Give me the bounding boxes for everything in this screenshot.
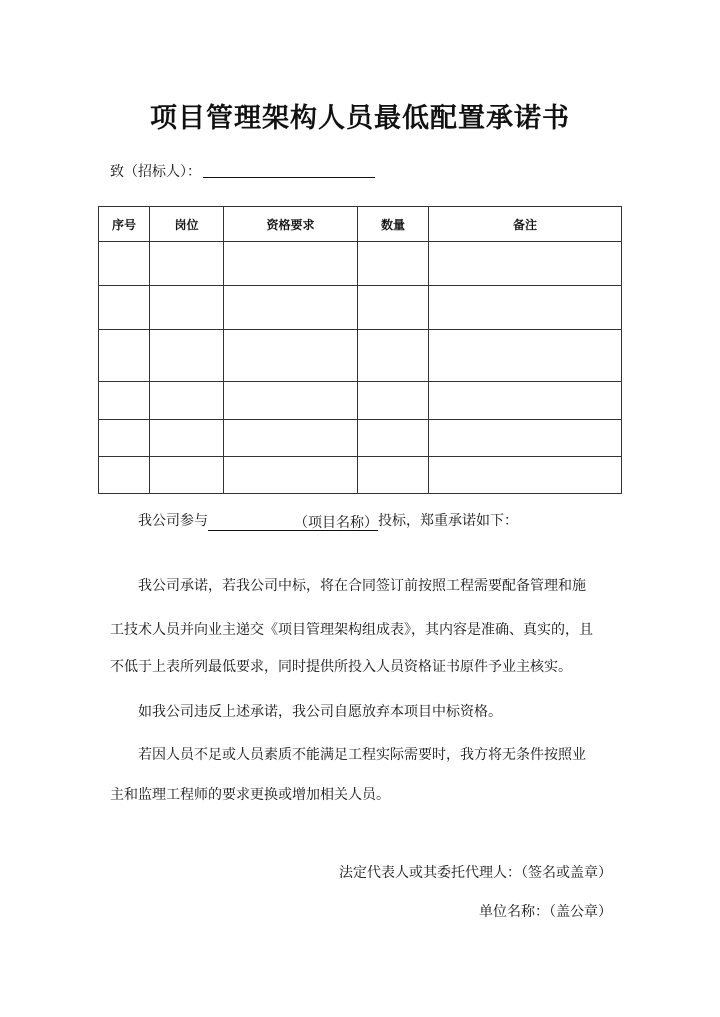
addressee-label: 致（招标人）： <box>110 164 201 180</box>
table-cell[interactable] <box>150 286 224 330</box>
header-qualification: 资格要求 <box>224 207 358 242</box>
addressee-line <box>110 161 375 181</box>
table-row <box>99 420 622 457</box>
table-cell[interactable] <box>358 286 429 330</box>
unit-name-line[interactable]: 单位名称：（盖公章） <box>479 904 612 920</box>
table-cell[interactable] <box>429 382 622 420</box>
header-quantity: 数量 <box>358 207 429 242</box>
header-remarks: 备注 <box>429 207 622 242</box>
table-cell[interactable] <box>358 242 429 286</box>
replacement-paragraph-line-1: 若因人员不足或人员素质不能满足工程实际需要时，我方将无条件按照业 <box>138 747 586 763</box>
document-title: 项目管理架构人员最低配置承诺书 <box>150 103 570 134</box>
table-cell[interactable] <box>358 420 429 457</box>
table-cell[interactable] <box>224 382 358 420</box>
table-cell[interactable] <box>358 330 429 382</box>
addressee-blank[interactable] <box>203 163 375 178</box>
project-name-field[interactable] <box>208 516 378 531</box>
intro-prefix: 我公司参与 <box>138 513 208 529</box>
table-cell[interactable] <box>224 286 358 330</box>
header-serial-number: 序号 <box>99 207 150 242</box>
commitment-paragraph-line-1: 我公司承诺，若我公司中标，将在合同签订前按照工程需要配备管理和施 <box>138 578 586 594</box>
table-cell[interactable] <box>99 382 150 420</box>
table-cell[interactable] <box>224 242 358 286</box>
table-row <box>99 382 622 420</box>
replacement-paragraph-line-2: 主和监理工程师的要求更换或增加相关人员。 <box>110 787 390 803</box>
table-cell[interactable] <box>150 420 224 457</box>
table-cell[interactable] <box>150 330 224 382</box>
table-cell[interactable] <box>150 457 224 494</box>
table-cell[interactable] <box>150 242 224 286</box>
intro-suffix: 投标，郑重承诺如下： <box>378 513 518 529</box>
table-cell[interactable] <box>429 242 622 286</box>
table-cell[interactable] <box>224 420 358 457</box>
intro-line <box>138 514 518 531</box>
table-cell[interactable] <box>429 330 622 382</box>
commitment-paragraph-line-3: 不低于上表所列最低要求，同时提供所投入人员资格证书原件予业主核实。 <box>110 659 572 675</box>
table-row <box>99 330 622 382</box>
table-row <box>99 242 622 286</box>
table-cell[interactable] <box>429 420 622 457</box>
commitment-paragraph-line-2: 工技术人员并向业主递交《项目管理架构组成表》，其内容是准确、真实的，且 <box>110 622 593 638</box>
table-cell[interactable] <box>429 286 622 330</box>
table-cell[interactable] <box>358 457 429 494</box>
representative-signature-line[interactable]: 法定代表人或其委托代理人：（签名或盖章） <box>339 865 612 881</box>
project-name-label: （项目名称） <box>294 515 378 531</box>
table-cell[interactable] <box>429 457 622 494</box>
table-cell[interactable] <box>99 242 150 286</box>
table-cell[interactable] <box>99 420 150 457</box>
table-cell[interactable] <box>99 286 150 330</box>
table-cell[interactable] <box>224 330 358 382</box>
table-row <box>99 286 622 330</box>
staff-configuration-table <box>98 206 622 494</box>
table-cell[interactable] <box>224 457 358 494</box>
table-cell[interactable] <box>99 457 150 494</box>
table-header-row <box>99 207 622 242</box>
breach-paragraph: 如我公司违反上述承诺，我公司自愿放弃本项目中标资格。 <box>138 704 502 720</box>
table-cell[interactable] <box>358 382 429 420</box>
header-position: 岗位 <box>150 207 224 242</box>
table-cell[interactable] <box>99 330 150 382</box>
table-row <box>99 457 622 494</box>
table-cell[interactable] <box>150 382 224 420</box>
